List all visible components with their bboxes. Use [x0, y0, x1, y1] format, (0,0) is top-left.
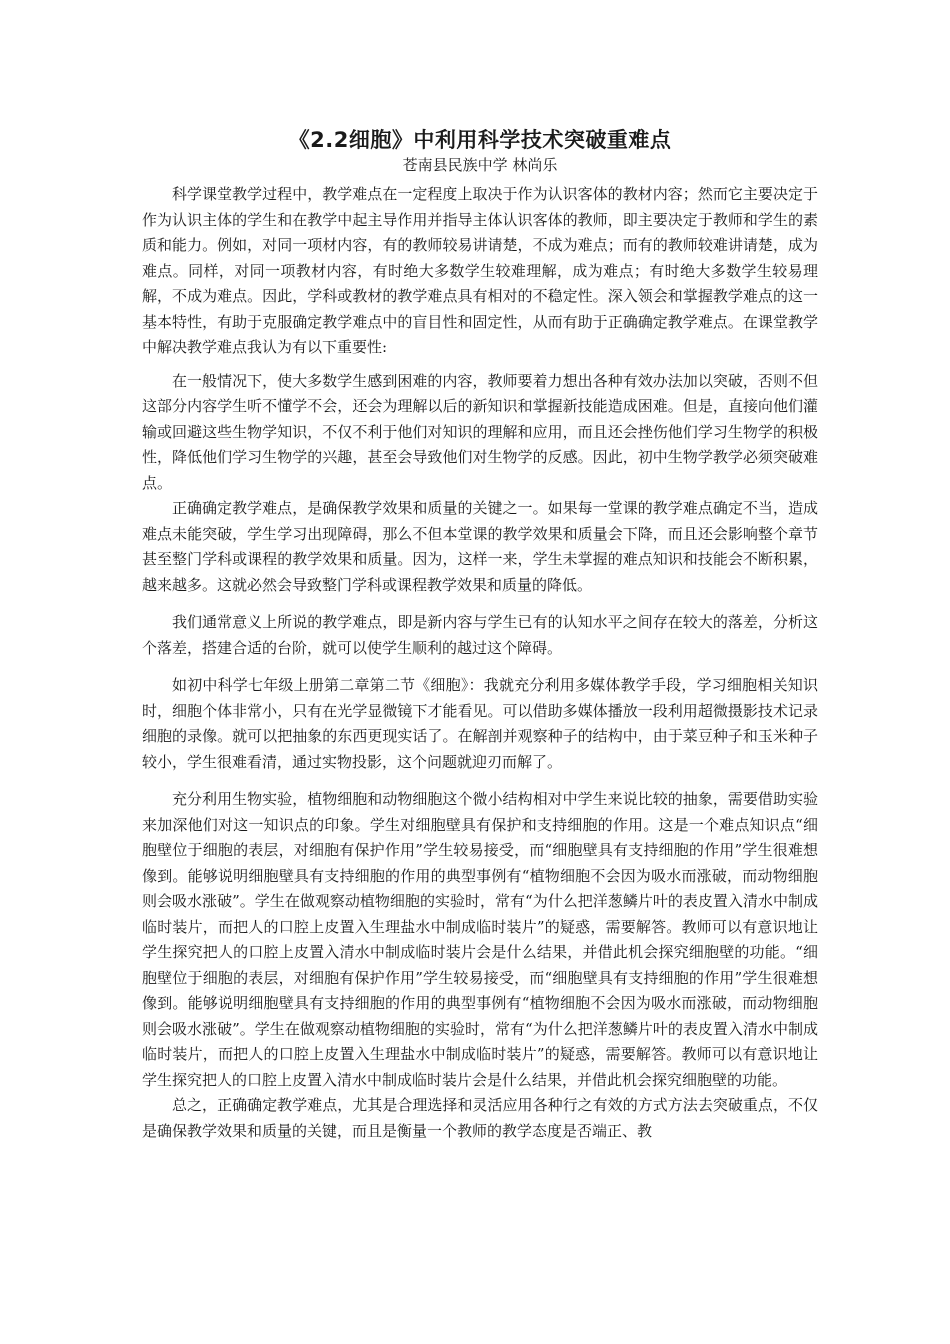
- author-line: 苍南县民族中学 林尚乐: [402, 156, 558, 174]
- paragraph: 总之，正确确定教学难点，尤其是合理选择和灵活应用各种行之有效的方式方法去突破重点，不仅是确保教学效果和质量的关键，而且是衡量一个教师的教学态度是否端正、教: [142, 1096, 818, 1140]
- paragraph: 正确确定教学难点，是确保教学效果和质量的关键之一。如果每一堂课的教学难点确定不当，造成难点未能突破，学生学习出现障碍，那么不但本堂课的教学效果和质量会下降，而且还会影响整个章节甚至整门学科或课程的教学效果和质量。因为，这样一来，学生未掌握的难点知识和技能会不断积累，越来越多。这就必然会导致整门学科或课程教学效果和质量的降低。: [142, 499, 818, 594]
- paragraph: 充分利用生物实验，植物细胞和动物细胞这个微小结构相对中学生来说比较的抽象，需要借助实验来加深他们对这一知识点的印象。学生对细胞壁具有保护和支持细胞的作用。这是一个难点知识点“细胞壁位于细胞的表层，对细胞有保护作用”学生较易接受，而“细胞壁具有支持细胞的作用”学生很难想像到。能够说明细胞壁具有支持细胞的作用的典型事例有“植物细胞不会因为吸水而涨破，而动物细胞则会吸水涨破”。学生在做观察动植物细胞的实验时，常有“为什么把洋葱鳞片叶的表皮置入清水中制成临时装片，而把人的口腔上皮置入生理盐水中制成临时装片”的疑惑，需要解答。教师可以有意识地让学生探究把人的口腔上皮置入清水中制成临时装片会是什么结果，并借此机会探究细胞壁的功能。“细胞壁位于细胞的表层，对细胞有保护作用”学生较易接受，而“细胞壁具有支持细胞的作用”学生很难想像到。能够说明细胞壁具有支持细胞的作用的典型事例有“植物细胞不会因为吸水而涨破，而动物细胞则会吸水涨破”。学生在做观察动植物细胞的实验时，常有“为什么把洋葱鳞片叶的表皮置入清水中制成临时装片，而把人的口腔上皮置入生理盐水中制成临时装片”的疑惑，需要解答。教师可以有意识地让学生探究把人的口腔上皮置入清水中制成临时装片会是什么结果，并借此机会探究细胞壁的功能。: [142, 790, 818, 1089]
- paragraph: 在一般情况下，使大多数学生感到困难的内容，教师要着力想出各种有效办法加以突破，否则不但这部分内容学生听不懂学不会，还会为理解以后的新知识和掌握新技能造成困难。但是，直接向他们灌输或回避这些生物学知识，不仅不利于他们对知识的理解和应用，而且还会挫伤他们学习生物学的积极性，降低他们学习生物学的兴趣，甚至会导致他们对生物学的反感。因此，初中生物学教学必须突破难点。: [142, 371, 818, 492]
- paragraph: 我们通常意义上所说的教学难点，即是新内容与学生已有的认知水平之间存在较大的落差，分析这个落差，搭建合适的台阶，就可以使学生顺利的越过这个障碍。: [142, 613, 818, 657]
- document-title: 《2.2细胞》中利用科学技术突破重难点: [288, 128, 672, 152]
- paragraph: 科学课堂教学过程中，教学难点在一定程度上取决于作为认识客体的教材内容；然而它主要决定于作为认识主体的学生和在教学中起主导作用并指导主体认识客体的教师，即主要决定于教师和学生的素质和能力。例如，对同一项材内容，有的教师较易讲请楚，不成为难点；而有的教师较难讲请楚，成为难点。同样，对同一项教材内容，有时绝大多数学生较难理解，成为难点；有时绝大多数学生较易理解，不成为难点。因此，学科或教材的教学难点具有相对的不稳定性。深入领会和掌握教学难点的这一基本特性，有助于克服确定教学难点中的盲目性和固定性，从而有助于正确确定教学难点。在课堂教学中解决教学难点我认为有以下重要性:: [142, 185, 818, 356]
- paragraph: 如初中科学七年级上册第二章第二节《细胞》：我就充分利用多媒体教学手段，学习细胞相关知识时，细胞个体非常小，只有在光学显微镜下才能看见。可以借助多媒体播放一段利用超微摄影技术记录细胞的录像。就可以把抽象的东西更现实话了。在解剖并观察种子的结构中，由于菜豆种子和玉米种子较小，学生很难看清，通过实物投影，这个问题就迎刃而解了。: [142, 676, 818, 771]
